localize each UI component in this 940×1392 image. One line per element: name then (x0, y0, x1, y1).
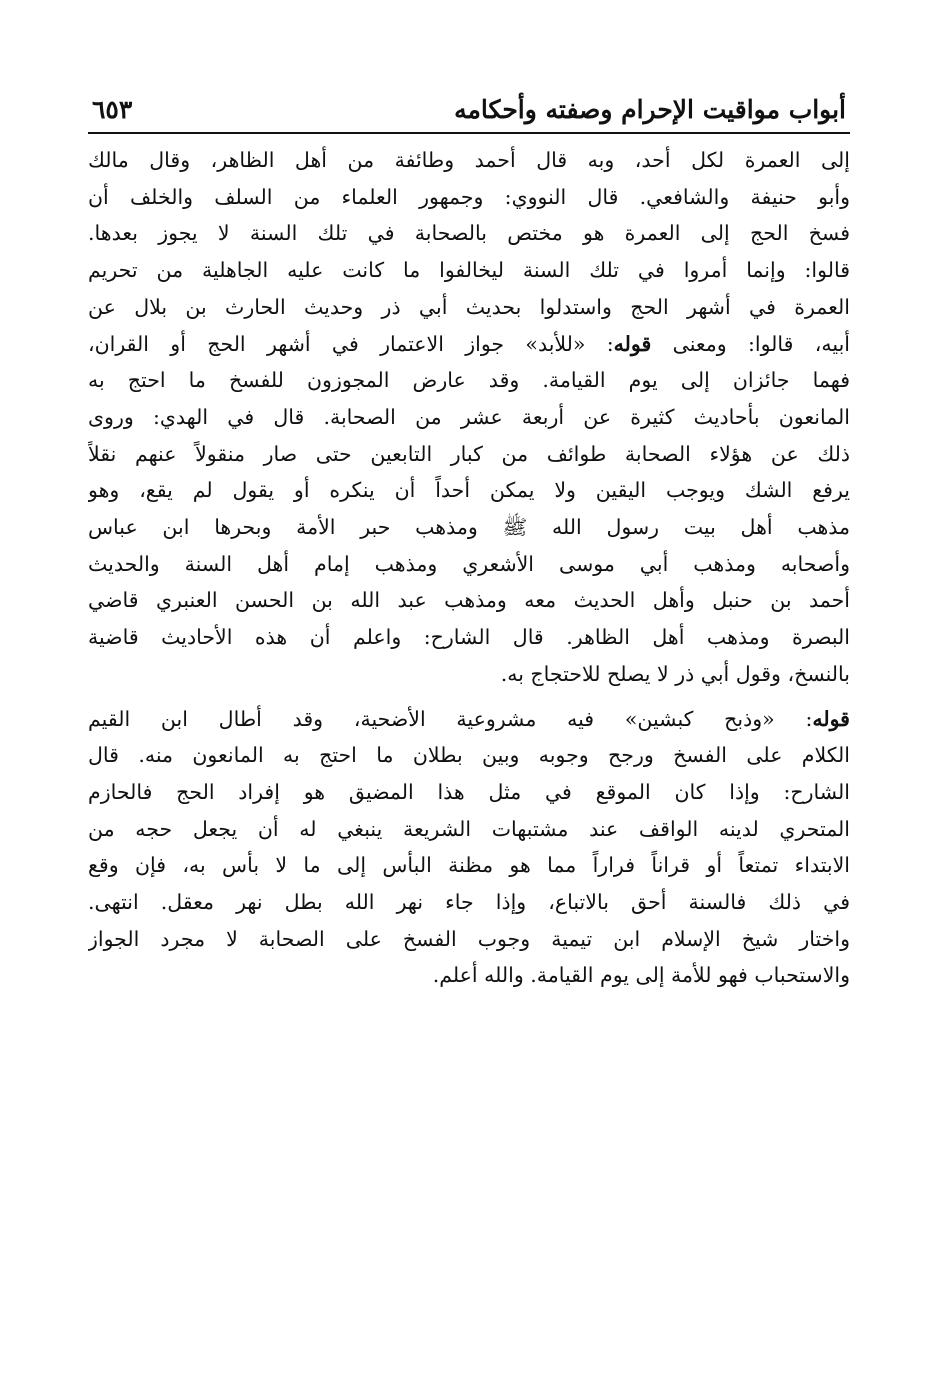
text-line-with-bold (88, 701, 850, 738)
text-line: يرفع الشك ويوجب اليقين ولا يمكن أحداً أن ينكره أو يقول لم يقع، وهو (88, 478, 850, 503)
text-line: مذهب أهل بيت رسول الله ﷺ ومذهب حبر الأمة وبحرها ابن عباس (88, 515, 850, 540)
text-line: إلى العمرة لكل أحد، وبه قال أحمد وطائفة من أهل الظاهر، وقال مالك (88, 148, 850, 172)
text-line: الشارح: وإذا كان الموقع في مثل هذا المضيق هو إفراد الحج فالحازم (88, 779, 850, 804)
paragraph-1 (88, 142, 850, 693)
text-line: بالنسخ، وقول أبي ذر لا يصلح للاحتجاج به. (500, 661, 850, 686)
text-line: العمرة في أشهر الحج واستدلوا بحديث أبي ذر وحديث الحارث بن بلال عن (88, 294, 850, 319)
text-line: وأبو حنيفة والشافعي. قال النووي: وجمهور العلماء من السلف والخلف أن (88, 184, 850, 209)
page-number: ٦٥٣ (92, 95, 133, 124)
bold-keyword: قوله (613, 331, 652, 356)
text-line: أحمد بن حنبل وأهل الحديث معه ومذهب عبد الله بن الحسن العنبري قاضي (88, 588, 850, 613)
header-rule (88, 132, 850, 134)
text-line: في ذلك فالسنة أحق بالاتباع، وإذا جاء نهر الله بطل نهر معقل. انتهى. (88, 890, 850, 915)
running-title: أبواب مواقيت الإحرام وصفته وأحكامه (454, 95, 846, 124)
text-segment: أبيه، قالوا: ومعنى (651, 331, 850, 356)
paragraph-2 (88, 701, 850, 995)
text-line-with-bold (88, 326, 850, 363)
book-page (88, 82, 850, 994)
text-line: المتحري لدينه الواقف عند مشتبهات الشريعة ينبغي له أن يجعل حجه من (88, 816, 850, 841)
text-line: والاستحباب فهو للأمة إلى يوم القيامة. والله أعلم. (432, 963, 850, 988)
text-line: فهما جائزان إلى يوم القيامة. وقد عارض المجوزون للفسخ ما احتج به (88, 368, 850, 393)
text-line: واختار شيخ الإسلام ابن تيمية وجوب الفسخ على الصحابة لا مجرد الجواز (88, 926, 850, 951)
bold-keyword: قوله (812, 706, 850, 731)
text-line: قالوا: وإنما أمروا في تلك السنة ليخالفوا ما كانت عليه الجاهلية من تحريم (88, 258, 850, 283)
page-header (88, 82, 850, 130)
body-text (88, 142, 850, 994)
text-line: الكلام على الفسخ ورجح وجوبه وبين بطلان ما احتج به المانعون منه. قال (88, 743, 850, 768)
text-line: ذلك عن هؤلاء الصحابة طوائف من كبار التابعين حتى صار منقولاً عنهم نقلاً (88, 441, 850, 466)
text-segment: : «للأبد» جواز الاعتمار في أشهر الحج أو القران، (88, 331, 614, 356)
text-line: الابتداء تمتعاً أو قراناً فراراً مما هو مظنة البأس إلى ما لا بأس به، فإن وقع (88, 853, 850, 878)
text-line: المانعون بأحاديث كثيرة عن أربعة عشر من الصحابة. قال في الهدي: وروى (88, 404, 850, 429)
text-line: وأصحابه ومذهب أبي موسى الأشعري ومذهب إمام أهل السنة والحديث (88, 551, 850, 576)
text-segment: : «وذبح كبشين» فيه مشروعية الأضحية، وقد أطال ابن القيم (88, 706, 813, 731)
text-line: فسخ الحج إلى العمرة هو مختص بالصحابة في تلك السنة لا يجوز بعدها. (88, 221, 850, 246)
text-line: البصرة ومذهب أهل الظاهر. قال الشارح: واعلم أن هذه الأحاديث قاضية (88, 625, 850, 650)
